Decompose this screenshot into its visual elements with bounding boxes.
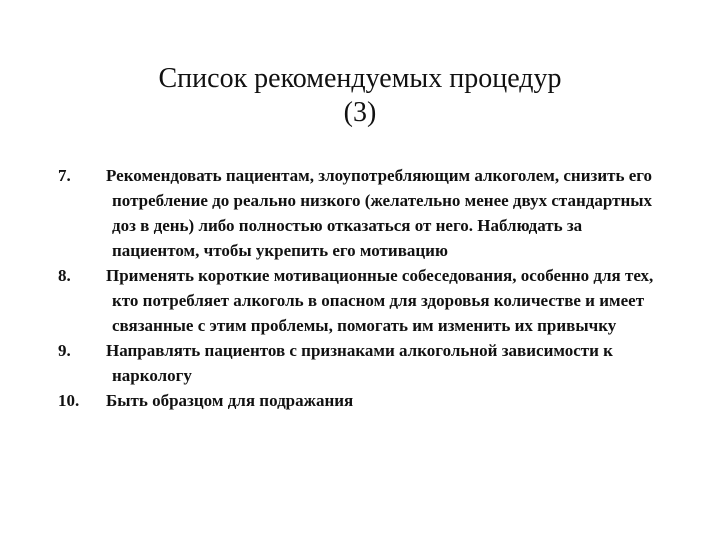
- title-line-1: Список рекомендуемых процедур: [158, 63, 562, 94]
- item-text: Быть образцом для подражания: [106, 391, 354, 410]
- item-text: Рекомендовать пациентам, злоупотребляющим алкоголем, снизить его потребление до реально низкого (желательно менее двух стандартных доз в день) либо полностью отказаться от него. Наблюдать за пациентом, чтобы укрепить его мотивацию: [106, 166, 653, 260]
- item-number: 9.: [58, 341, 71, 360]
- item-number: 7.: [58, 166, 71, 185]
- item-text: Применять короткие мотивационные собеседования, особенно для тех, кто потребляет алкоголь в опасном для здоровья количестве и имеет связанные с этим проблемы, помогать им изменить их привычку: [106, 266, 654, 335]
- list-item-10: [58, 388, 658, 413]
- item-text: Направлять пациентов с признаками алкогольной зависимости к наркологу: [106, 341, 613, 385]
- item-number: 10.: [58, 391, 80, 410]
- slide-title: [0, 62, 720, 130]
- item-number: 8.: [58, 266, 71, 285]
- list-item-7: [58, 163, 658, 263]
- procedure-list: [58, 163, 658, 413]
- list-item-9: [58, 338, 658, 388]
- list-item-8: [58, 263, 658, 338]
- title-line-2: (3): [343, 97, 377, 128]
